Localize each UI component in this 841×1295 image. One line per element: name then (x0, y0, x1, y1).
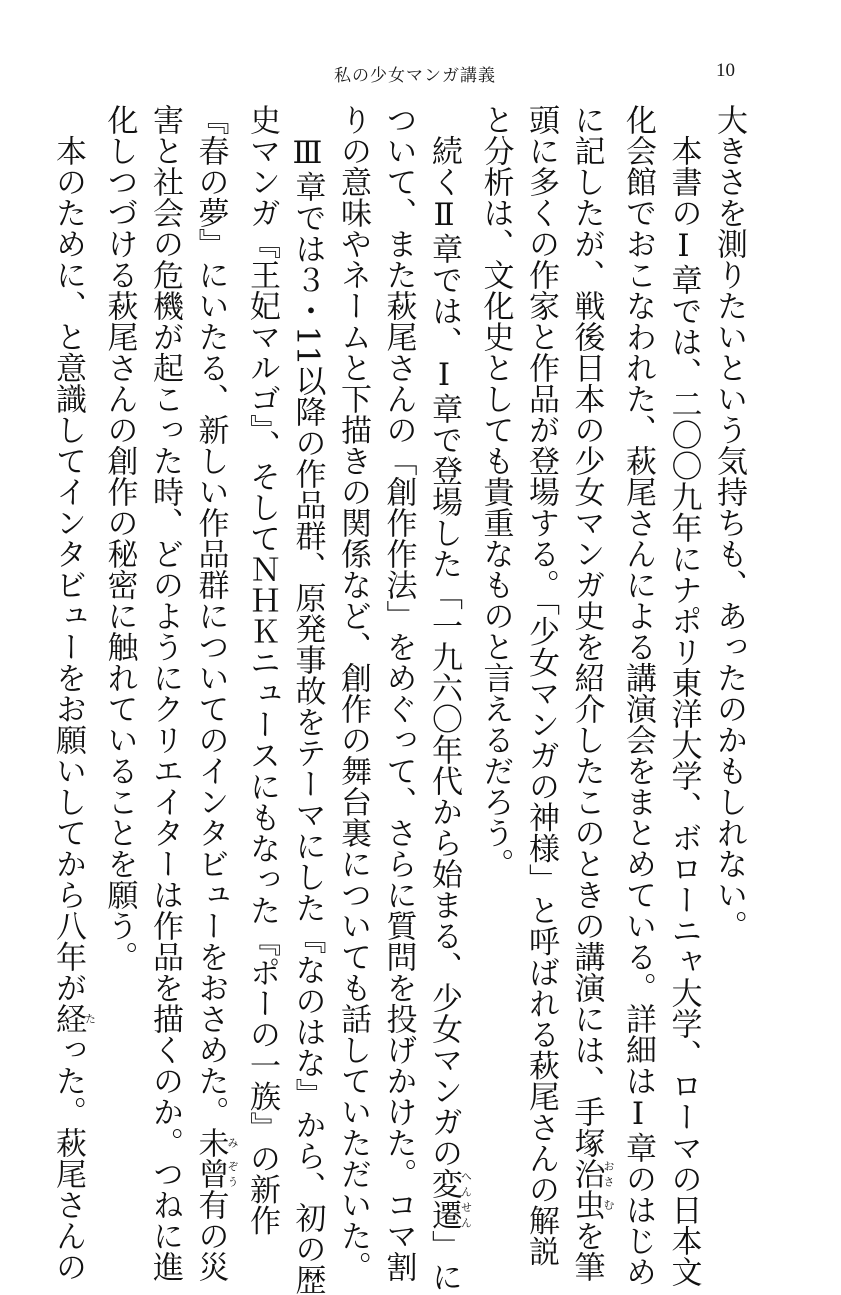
text-line (96, 104, 142, 1124)
text-line (563, 104, 615, 1282)
paragraph (472, 104, 706, 1287)
text-run: 本書のⅠ章では、二〇〇九年にナポリ東洋大学、ボローニャ大学、ローマの日本文 (665, 135, 702, 1287)
running-header-title: 私の少女マンガ講義 (334, 66, 496, 86)
page-number: 10 (716, 60, 735, 81)
furigana-reading: む (602, 1189, 615, 1220)
furigana-ruby: 経た (50, 1003, 97, 1034)
text-run: 化しつづける萩尾さんの創作の秘密に触れていることを願う。 (101, 104, 138, 972)
text-line (518, 104, 564, 1267)
text-run: 有の災 (192, 1189, 229, 1282)
text-line (142, 104, 188, 1282)
text-run: りの意味やネームと下描きの関係など、創作の舞台裏についても話していただいた。 (335, 104, 371, 1282)
text-run: 続くⅡ章では、Ⅰ章で登場した「一九六〇年代から始まる、少女マンガの (426, 135, 462, 1168)
paragraph-indent (668, 104, 699, 135)
text-line (239, 104, 285, 1236)
text-run: に記したが、戦後日本の少女マンガ史を紹介したこのときの講演には、手塚 (568, 104, 605, 1158)
furigana-ruby: 虫む (568, 1189, 615, 1220)
text-line (421, 104, 473, 1292)
furigana-ruby: 治おさ (568, 1158, 615, 1189)
text-line (284, 104, 330, 1295)
furigana-reading: おさ (602, 1158, 615, 1189)
furigana-reading: み (226, 1127, 239, 1158)
text-run: った。萩尾さんの (50, 1034, 86, 1282)
text-run: 大きさを測りたいという気持ちも、あったのかもしれない。 (711, 104, 747, 941)
text-run: 『春の夢』にいたる、新しい作品群についてのインタビューをおさめた。 (192, 104, 229, 1127)
furigana-reading: た (83, 1003, 97, 1034)
text-run: を筆 (568, 1220, 605, 1282)
text-run: 」に (426, 1230, 462, 1292)
furigana-reading: へんせん (459, 1168, 473, 1230)
vertical-body-text (45, 104, 752, 1295)
text-line (45, 104, 97, 1282)
text-line (615, 104, 661, 1287)
paragraph (45, 104, 97, 1282)
text-line (330, 104, 376, 1282)
text-line (660, 104, 706, 1287)
paragraph-indent (53, 104, 84, 135)
paragraph (96, 104, 330, 1295)
text-run: 化会館でおこなわれた、萩尾さんによる講演会をまとめている。詳細はⅠ章のはじめ (620, 104, 656, 1287)
text-line (706, 104, 752, 1124)
furigana-reading: ぞう (226, 1158, 239, 1189)
text-run: 頭に多くの作家と作品が登場する。「少女マンガの神様」と呼ばれる萩尾さんの解説 (523, 104, 559, 1267)
paragraph (330, 104, 473, 1292)
furigana-ruby: 変遷へんせん (426, 1168, 473, 1230)
text-run: と分析は、文化史としても貴重なものと言えるだろう。 (477, 104, 514, 879)
text-line (375, 104, 421, 1282)
text-line (472, 104, 518, 1124)
text-run: Ⅲ章では３・11以降の作品群、原発事故をテーマにした『なのはな』から、初の歴 (289, 135, 326, 1295)
furigana-ruby: 未み (192, 1127, 239, 1158)
furigana-ruby: 曾ぞう (192, 1158, 239, 1189)
text-run: 史マンガ『王妃マルゴ』、そしてＮＨＫニュースにもなった『ポーの一族』の新作 (244, 104, 280, 1236)
paragraph-indent (292, 104, 323, 135)
paragraph-indent (429, 104, 460, 135)
text-run: 害と社会の危機が起こった時、どのようにクリエイターは作品を描くのか。つねに進 (147, 104, 183, 1282)
paragraph (706, 104, 752, 1124)
text-run: 本のために、と意識してインタビューをお願いしてから八年が (50, 135, 86, 1003)
text-line (187, 104, 239, 1282)
text-run: ついて、また萩尾さんの「創作作法」をめぐって、さらに質問を投げかけた。コマ割 (380, 104, 417, 1282)
